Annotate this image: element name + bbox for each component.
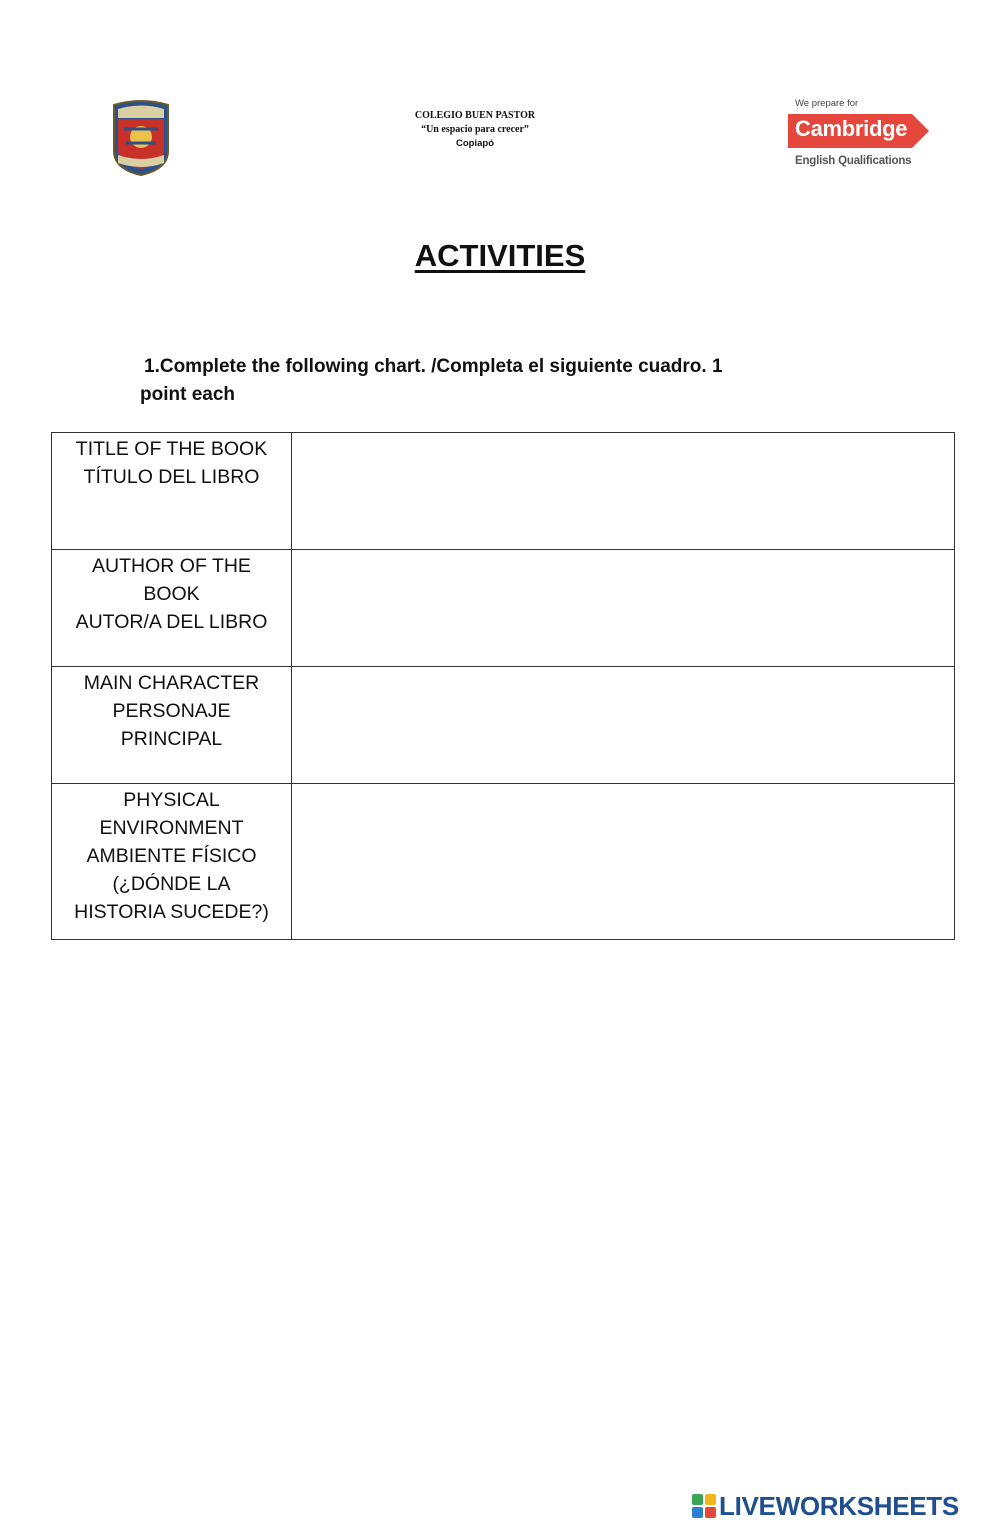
instruction-line-2: point each [140,384,236,405]
row-label-physical-environment [52,784,292,940]
instruction [140,353,840,409]
answer-cell-physical-environment[interactable] [292,784,955,940]
row-label-author [52,550,292,667]
table-row [52,667,955,784]
label-line: PERSONAJE [112,700,231,722]
table-row [52,433,955,550]
cambridge-subtitle: English Qualifications [795,155,912,167]
answer-cell-author[interactable] [292,550,955,667]
label-line: PHYSICAL [123,789,220,811]
answer-cell-title[interactable] [292,433,955,550]
page-title: ACTIVITIES [414,238,586,273]
cambridge-prepare-text: We prepare for [795,98,859,109]
school-header [360,109,590,151]
liveworksheets-brand: LIVEWORKSHEETS [719,1491,959,1521]
cambridge-brand: Cambridge [795,116,908,141]
label-line: TITLE OF THE BOOK [75,438,268,460]
label-line: PRINCIPAL [120,728,223,750]
instruction-line-1: 1.Complete the following chart. /Completa el siguiente cuadro. 1 [144,356,723,377]
school-motto: “Un espacio para crecer” [421,124,529,135]
label-line: BOOK [143,583,200,605]
label-line: ENVIRONMENT [99,817,244,839]
row-label-title [52,433,292,550]
book-chart-table [51,432,955,940]
table-row [52,784,955,940]
school-name: COLEGIO BUEN PASTOR [414,110,536,121]
row-label-main-character [52,667,292,784]
label-line: AMBIENTE FÍSICO [86,845,257,867]
label-line: MAIN CHARACTER [83,672,260,694]
label-line: AUTHOR OF THE [92,555,251,577]
label-line: AUTOR/A DEL LIBRO [75,611,268,633]
answer-cell-main-character[interactable] [292,667,955,784]
label-line: HISTORIA SUCEDE?) [74,901,269,923]
liveworksheets-grid-icon [692,1494,716,1518]
label-line: TÍTULO DEL LIBRO [83,466,260,488]
school-crest-logo [110,99,172,177]
cambridge-logo [788,98,938,174]
school-city: Copiapó [456,138,494,149]
label-line: (¿DÓNDE LA [112,873,231,895]
table-row [52,550,955,667]
